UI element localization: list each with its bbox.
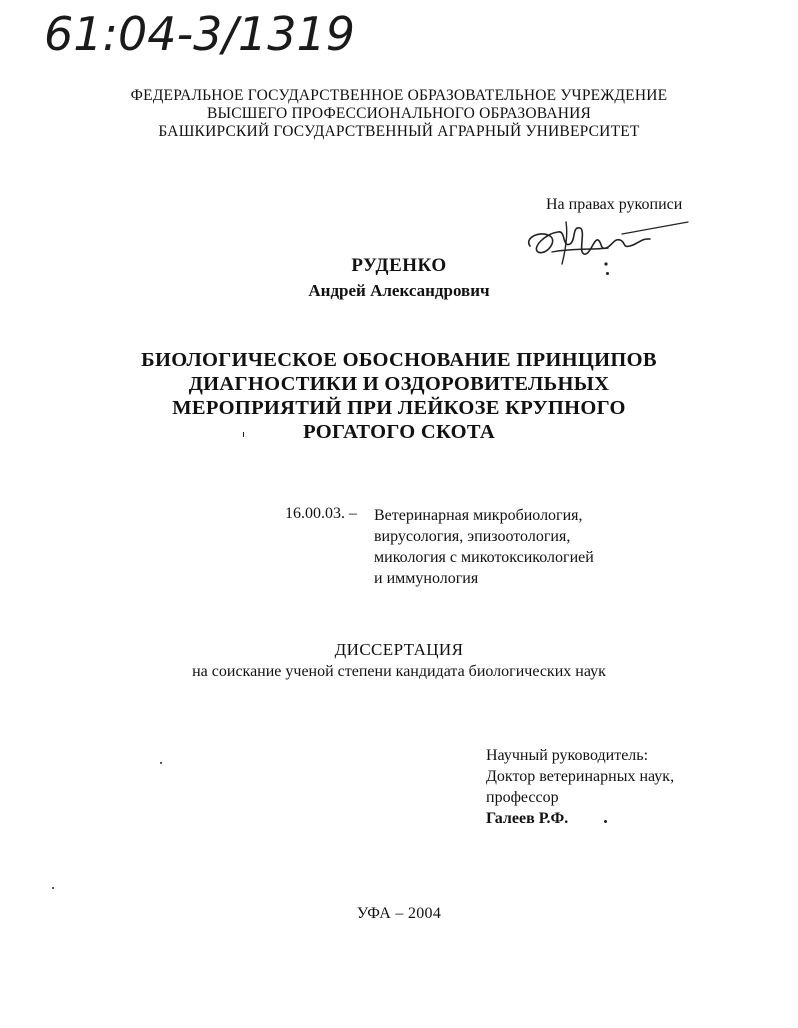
author-surname: РУДЕНКО bbox=[351, 255, 447, 276]
title-line-2: ДИАГНОСТИКИ И ОЗДОРОВИТЕЛЬНЫХ bbox=[188, 373, 610, 395]
institution-line-1: ФЕДЕРАЛЬНОЕ ГОСУДАРСТВЕННОЕ ОБРАЗОВАТЕЛЬНОЕ УЧРЕЖДЕНИЕ bbox=[130, 87, 668, 104]
specialty-line-1: Ветеринарная микробиология, bbox=[374, 507, 583, 524]
scientific-advisor bbox=[486, 745, 674, 829]
archive-code-text: 61:04-3/1319 bbox=[44, 7, 355, 61]
author-given-names: Андрей Александрович bbox=[308, 281, 490, 300]
advisor-position: профессор bbox=[486, 789, 559, 806]
specialty-code: 16.00.03. – bbox=[285, 505, 357, 522]
title-line-1: БИОЛОГИЧЕСКОЕ ОБОСНОВАНИЕ ПРИНЦИПОВ bbox=[141, 349, 657, 371]
advisor-name: Галеев Р.Ф. bbox=[486, 810, 569, 827]
manuscript-rights: На правах рукописи bbox=[546, 196, 683, 213]
title-line-3: МЕРОПРИЯТИЙ ПРИ ЛЕЙКОЗЕ КРУПНОГО bbox=[172, 397, 626, 419]
scan-speck bbox=[52, 887, 54, 889]
specialty-line-3: микология с микотоксикологией bbox=[374, 549, 594, 566]
advisor-degree: Доктор ветеринарных наук, bbox=[486, 768, 675, 785]
document-type: ДИССЕРТАЦИЯ bbox=[334, 640, 464, 659]
specialty-line-2: вирусология, эпизоотология, bbox=[374, 528, 571, 545]
scan-speck bbox=[160, 762, 162, 764]
degree-purpose: на соискание ученой степени кандидата биологических наук bbox=[192, 663, 606, 680]
scan-speck bbox=[243, 432, 244, 437]
specialty-line-4: и иммунология bbox=[374, 570, 479, 587]
institution-line-3: БАШКИРСКИЙ ГОСУДАРСТВЕННЫЙ АГРАРНЫЙ УНИВЕРСИТЕТ bbox=[158, 123, 640, 140]
advisor-role: Научный руководитель: bbox=[486, 747, 649, 764]
institution-line-2: ВЫСШЕГО ПРОФЕССИОНАЛЬНОГО ОБРАЗОВАНИЯ bbox=[206, 105, 592, 122]
handwritten-archive-code bbox=[40, 0, 560, 62]
city-year: УФА – 2004 bbox=[356, 905, 442, 922]
scan-speck bbox=[606, 272, 609, 275]
title-line-4: РОГАТОГО СКОТА bbox=[303, 421, 495, 443]
scan-speck bbox=[604, 820, 607, 823]
dissertation-title bbox=[0, 348, 798, 444]
specialty-description bbox=[374, 505, 594, 589]
